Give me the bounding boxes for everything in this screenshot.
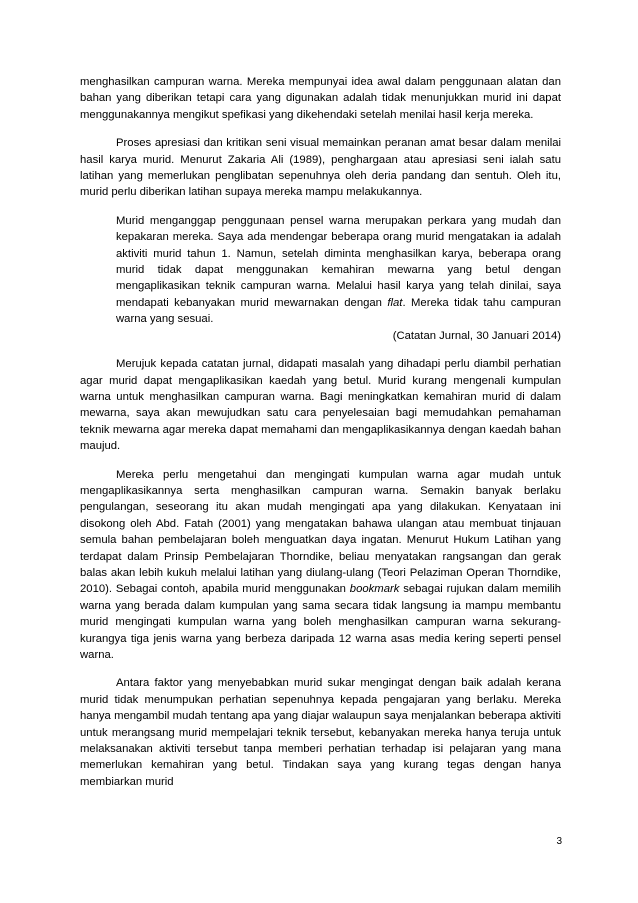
paragraph-continuation: menghasilkan campuran warna. Mereka mempunyai idea awal dalam penggunaan alatan dan bahan yang diberikan tetapi cara yang digunakan adalah tidak menunjukkan murid ini dapat menggunakannya mengikut spefikasi yang dikehendaki setelah menilai hasil kerja mereka. <box>80 76 561 121</box>
paragraph-apresiasi: Proses apresiasi dan kritikan seni visual memainkan peranan amat besar dalam menilai hasil karya murid. Menurut Zakaria Ali (1989), penghargaan atau apresiasi seni ialah satu latihan yang memerlukan penglibatan sepenuhnya oleh deria pandang dan sentuh. Oleh itu, murid perlu diberikan latihan supaya mereka mampu melakukannya. <box>80 137 561 199</box>
bookmark-emphasis: bookmark <box>349 583 400 596</box>
journal-citation: (Catatan Jurnal, 30 Januari 2014) <box>392 329 561 342</box>
quote-text-part-1: Murid menganggap penggunaan pensel warna merupakan perkara yang mudah dan kepakaran mereka. Saya ada mendengar beberapa orang murid mengatakan ia adalah aktiviti murid tahun 1. Namun, setelah diminta menghasilkan karya, beberapa orang murid tidak dapat menggunakan kemahiran mewarna yang betul dengan mengaplikasikan teknik campuran warna. Melalui hasil karya yang telah dinilai, saya mendapati kebanyakan murid mewarnakan dengan <box>116 214 561 309</box>
paragraph-factors: Antara faktor yang menyebabkan murid sukar mengingat dengan baik adalah kerana murid tidak menumpukan perhatian sepenuhnya kepada pengajaran yang berlaku. Mereka hanya mengambil mudah tentang apa yang diajar walaupun saya menjalankan beberapa aktiviti untuk merangsang murid mempelajari teknik tersebut, kebanyakan mereka hanya teruja untuk melaksanakan aktiviti tersebut tanpa memberi perhatian terhadap isi pelajaran yang mana memerlukan kemahiran yang betul. Tindakan saya yang kurang tegas dengan hanya membiarkan murid <box>80 677 561 788</box>
quote-text-part-2: . Mereka tidak tahu campuran warna yang sesuai. <box>116 296 561 326</box>
paragraph-journal-analysis: Merujuk kepada catatan jurnal, didapati masalah yang dihadapi perlu diambil perhatian agar murid dapat mengaplikasikan kaedah yang betul. Murid kurang mengenali kumpulan warna untuk menghasilkan campuran warna. Bagi meningkatkan kemahiran murid di dalam mewarna, saya akan mewujudkan satu cara penyelesaian bagi memudahkan pemahaman teknik mewarna agar mereka dapat memahami dan mengaplikasikannya dengan kaedah bahan maujud. <box>80 358 561 453</box>
bookmark-text-part-1: Mereka perlu mengetahui dan mengingati kumpulan warna agar mudah untuk mengaplikasikannya serta menghasilkan campuran warna. Semakin banyak berlaku pengulangan, seseorang itu akan mudah mengingati apa yang dilakukan. Kenyataan ini disokong oleh Abd. Fatah (2001) yang mengatakan bahawa ulangan atau membuat tinjauan semula bahan pembelajaran boleh menguatkan daya ingatan. Menurut Hukum Latihan yang terdapat dalam Prinsip Pembelajaran Thorndike, beliau menyatakan rangsangan dan gerak balas akan lebih kukuh melalui latihan yang diulang-ulang (Teori Pelaziman Operan Thorndike, 2010). Sebagai contoh, apabila murid menggunakan <box>80 468 561 596</box>
journal-quote-text <box>116 213 561 328</box>
page-number: 3 <box>556 836 562 847</box>
bookmark-text-part-2: sebagai rujukan dalam memilih warna yang berada dalam kumpulan yang sama secara tidak langsung ia mampu membantu murid mengingati kumpulan warna yang boleh menghasilkan campuran warna sekurang-kurangya tiga jenis warna yang berbeza daripada 12 warna asas media kering seperti pensel warna. <box>80 583 561 661</box>
quote-emphasis-flat: flat <box>387 296 403 309</box>
document-page <box>80 74 561 802</box>
journal-quote <box>116 213 561 344</box>
paragraph-bookmark <box>80 467 561 664</box>
